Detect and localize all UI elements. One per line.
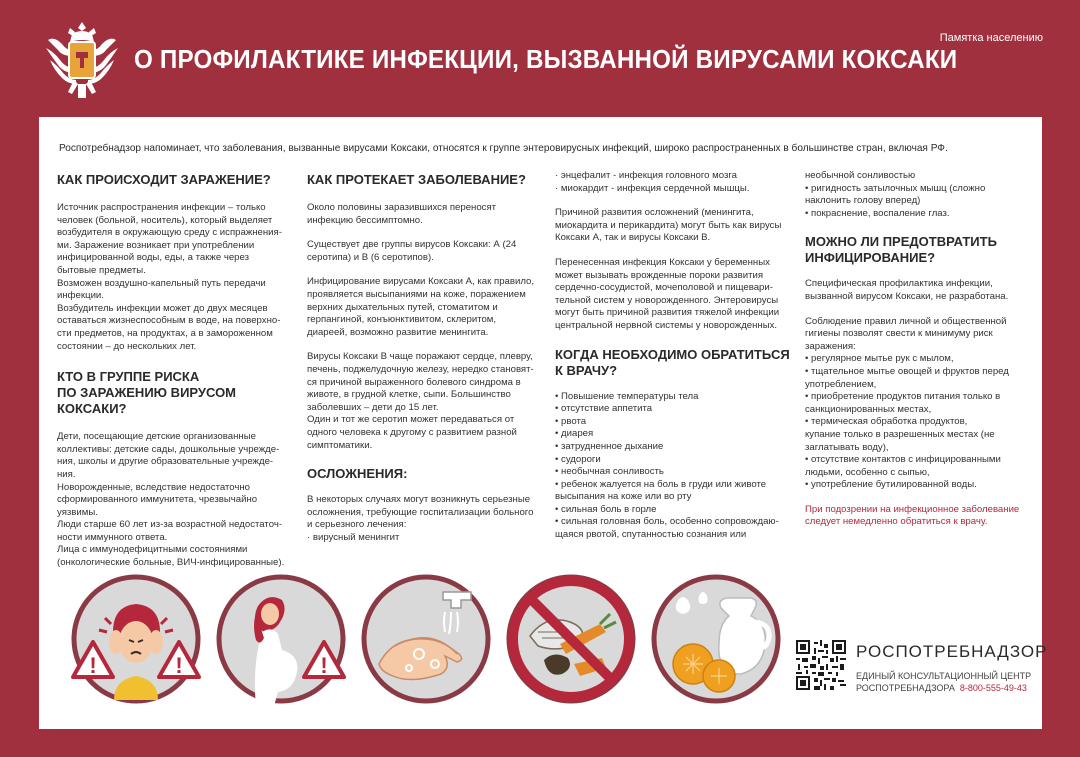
column-transmission: [57, 164, 292, 570]
hotline-phone[interactable]: 8-800-555-49-43: [959, 683, 1027, 693]
text-coxsackie-a: Инфицирование вирусами Коксаки А, как правило, проявляется высыпаниями на коже, поражением верхних дыхательных путей, стоматитом и герпангиной, конъюнктивитом, склеритом, диареей, возможно развитие менингита.: [307, 276, 535, 338]
brand-name: РОСПОТРЕБНАДЗОР: [856, 642, 1048, 661]
brand-subtitle-org: РОСПОТРЕБНАДЗОРА: [856, 683, 955, 693]
fruit-and-milk-icon: [649, 572, 783, 706]
heading-complications: ОСЛОЖНЕНИЯ:: [307, 466, 408, 482]
column-course: [307, 164, 547, 544]
no-raw-food-icon: [504, 572, 638, 706]
heading-when-doctor-line1: КОГДА НЕОБХОДИМО ОБРАТИТЬСЯ: [555, 346, 790, 362]
pregnant-woman-warning-icon: [214, 572, 348, 706]
svg-text:!: !: [89, 653, 97, 678]
brand-block: [796, 640, 1048, 710]
emblem-icon: [40, 12, 124, 104]
column-prevention: [805, 170, 1035, 529]
text-complication-causes: Причиной развития осложнений (менингита, миокардита и перикардита) могут быть как вирусы Коксаки А, так и вирусы Коксаки В.: [555, 207, 782, 244]
hand-washing-icon: [359, 572, 493, 706]
text-complications: В некоторых случаях могут возникнуть серьезные осложнения, требующие госпитализации больного и серьезного лечения: · вирусный менингит: [307, 494, 534, 543]
list-symptoms: • Повышение температуры тела • отсутствие аппетита • рвота • диарея • затрудненное дыхание • судороги • необычная сонливость • ребенок жалуется на боль в груди или животе высыпания на коже или во рту • сильная боль в горле • сильная головная боль, особенно сопровождаю- щаяся рвотой, спутанностью сознания или: [555, 390, 779, 541]
headache-warning-icon: [69, 572, 203, 706]
heading-prevention-line2: ИНФИЦИРОВАНИЕ?: [805, 250, 936, 266]
text-transmission: Источник распространения инфекции – только человек (больной, носитель), который выделяет возбудителя в окружающую среду с испражнения- ми. Заражение возникает при употреблении инфицированной воды, еды, а также через бытовые предметы. Возможен воздушно-капельный путь передачи инфекции. Возбудитель инфекции может до двух месяцев оставаться жизнеспособным в воде, на поверхно- сти предметов, на продуктах, а в замороженном состоянии – до нескольких лет.: [57, 202, 282, 352]
heading-prevention-line1: МОЖНО ЛИ ПРЕДОТВРАТИТЬ: [805, 234, 997, 250]
qr-code-icon[interactable]: [796, 640, 846, 690]
text-risk-group: Дети, посещающие детские организованные коллективы: детские сады, дошкольные учрежде- ния, школы и другие образовательные учрежде- ния. Новорожденные, вследствие недостаточно сформированного иммунитета, чрезвычайно уязвимы. Люди старше 60 лет из-за возрастной недостаточ- ности иммунного ответа. Лица с иммунодефицитными состояниями (онкологические больные, ВИЧ-инфицированные).: [57, 431, 285, 569]
brand-subtitle-line2: [856, 682, 1031, 694]
list-hygiene-rules: Соблюдение правил личной и общественной гигиены позволят свести к минимуму риск заражения: • регулярное мытье рук с мылом, • тщательное мытье овощей и фруктов перед употреблением, • приобретение продуктов питания только в санкционированных местах, • термическая обработка продуктов, купание только в разрешенных местах (не заглатывать воду), • отсутствие контактов с инфицированными людьми, особенно с сыпью, • употребление бутилированной воды.: [805, 315, 1009, 491]
text-no-specific-prevention: Специфическая профилактика инфекции, вызванной вирусом Коксаки, не разработана.: [805, 278, 1009, 302]
illustration-row: [54, 572, 774, 712]
intro-text: Роспотребнадзор напоминает, что заболевания, вызванные вирусами Коксаки, относятся к группе энтеровирусных инфекций, широко распространенных в большинстве стран, включая РФ.: [59, 142, 948, 154]
heading-disease-course: КАК ПРОТЕКАЕТ ЗАБОЛЕВАНИЕ?: [307, 172, 526, 187]
heading-when-doctor-line2: К ВРАЧУ?: [555, 362, 618, 378]
text-virus-groups: Существует две группы вирусов Коксаки: А (24 серотипа) и В (6 серотипов).: [307, 239, 517, 263]
brand-subtitle-line1: ЕДИНЫЙ КОНСУЛЬТАЦИОННЫЙ ЦЕНТР: [856, 671, 1032, 681]
text-coxsackie-b: Вирусы Коксаки В чаще поражают сердце, плевру, печень, поджелудочную железу, нередко становят- ся причиной выраженного болевого синдрома в животе, в грудной клетке, сыпи. Большинство заболевших – дети до 15 лет. Один и тот же серотип может передаваться от одного человека к другому с развитием разной симптоматики.: [307, 351, 534, 451]
text-symptoms-continued: необычной сонливостью • ригидность затылочных мышц (сложно наклонить голову вперед) • покраснение, воспаление глаз.: [805, 170, 986, 219]
content-panel: [39, 117, 1048, 729]
heading-risk-group-line1: КТО В ГРУППЕ РИСКА: [57, 369, 200, 385]
text-pregnancy: Перенесенная инфекция Коксаки у беременных может вызывать врожденные пороки развития сердечно-сосудистой, мочеполовой и пищевари- тельной систем у новорожденного. Энтеровирусы могут быть причиной развития тяжелой инфекции центральной нервной системы у новорожденных.: [555, 256, 780, 331]
memo-label: Памятка населению: [939, 32, 1043, 44]
text-asymptomatic: Около половины заразившихся переносят инфекцию бессимптомно.: [307, 202, 497, 226]
page-title: О ПРОФИЛАКТИКЕ ИНФЕКЦИИ, ВЫЗВАННОЙ ВИРУСАМИ КОКСАКИ: [134, 44, 958, 74]
heading-infection-how: КАК ПРОИСХОДИТ ЗАРАЖЕНИЕ?: [57, 172, 271, 187]
heading-risk-group-line2: ПО ЗАРАЖЕНИЮ ВИРУСОМ КОКСАКИ?: [57, 385, 237, 417]
text-encephalitis-myocarditis: · энцефалит - инфекция головного мозга · миокардит - инфекция сердечной мышцы.: [555, 170, 750, 194]
column-complications-doctor: [555, 170, 795, 542]
svg-text:!: !: [320, 653, 328, 678]
svg-text:!: !: [175, 653, 183, 678]
warning-text: При подозрении на инфекционное заболевание следует немедленно обратиться к врачу.: [805, 503, 1020, 528]
brand-subtitle: [856, 670, 1031, 694]
